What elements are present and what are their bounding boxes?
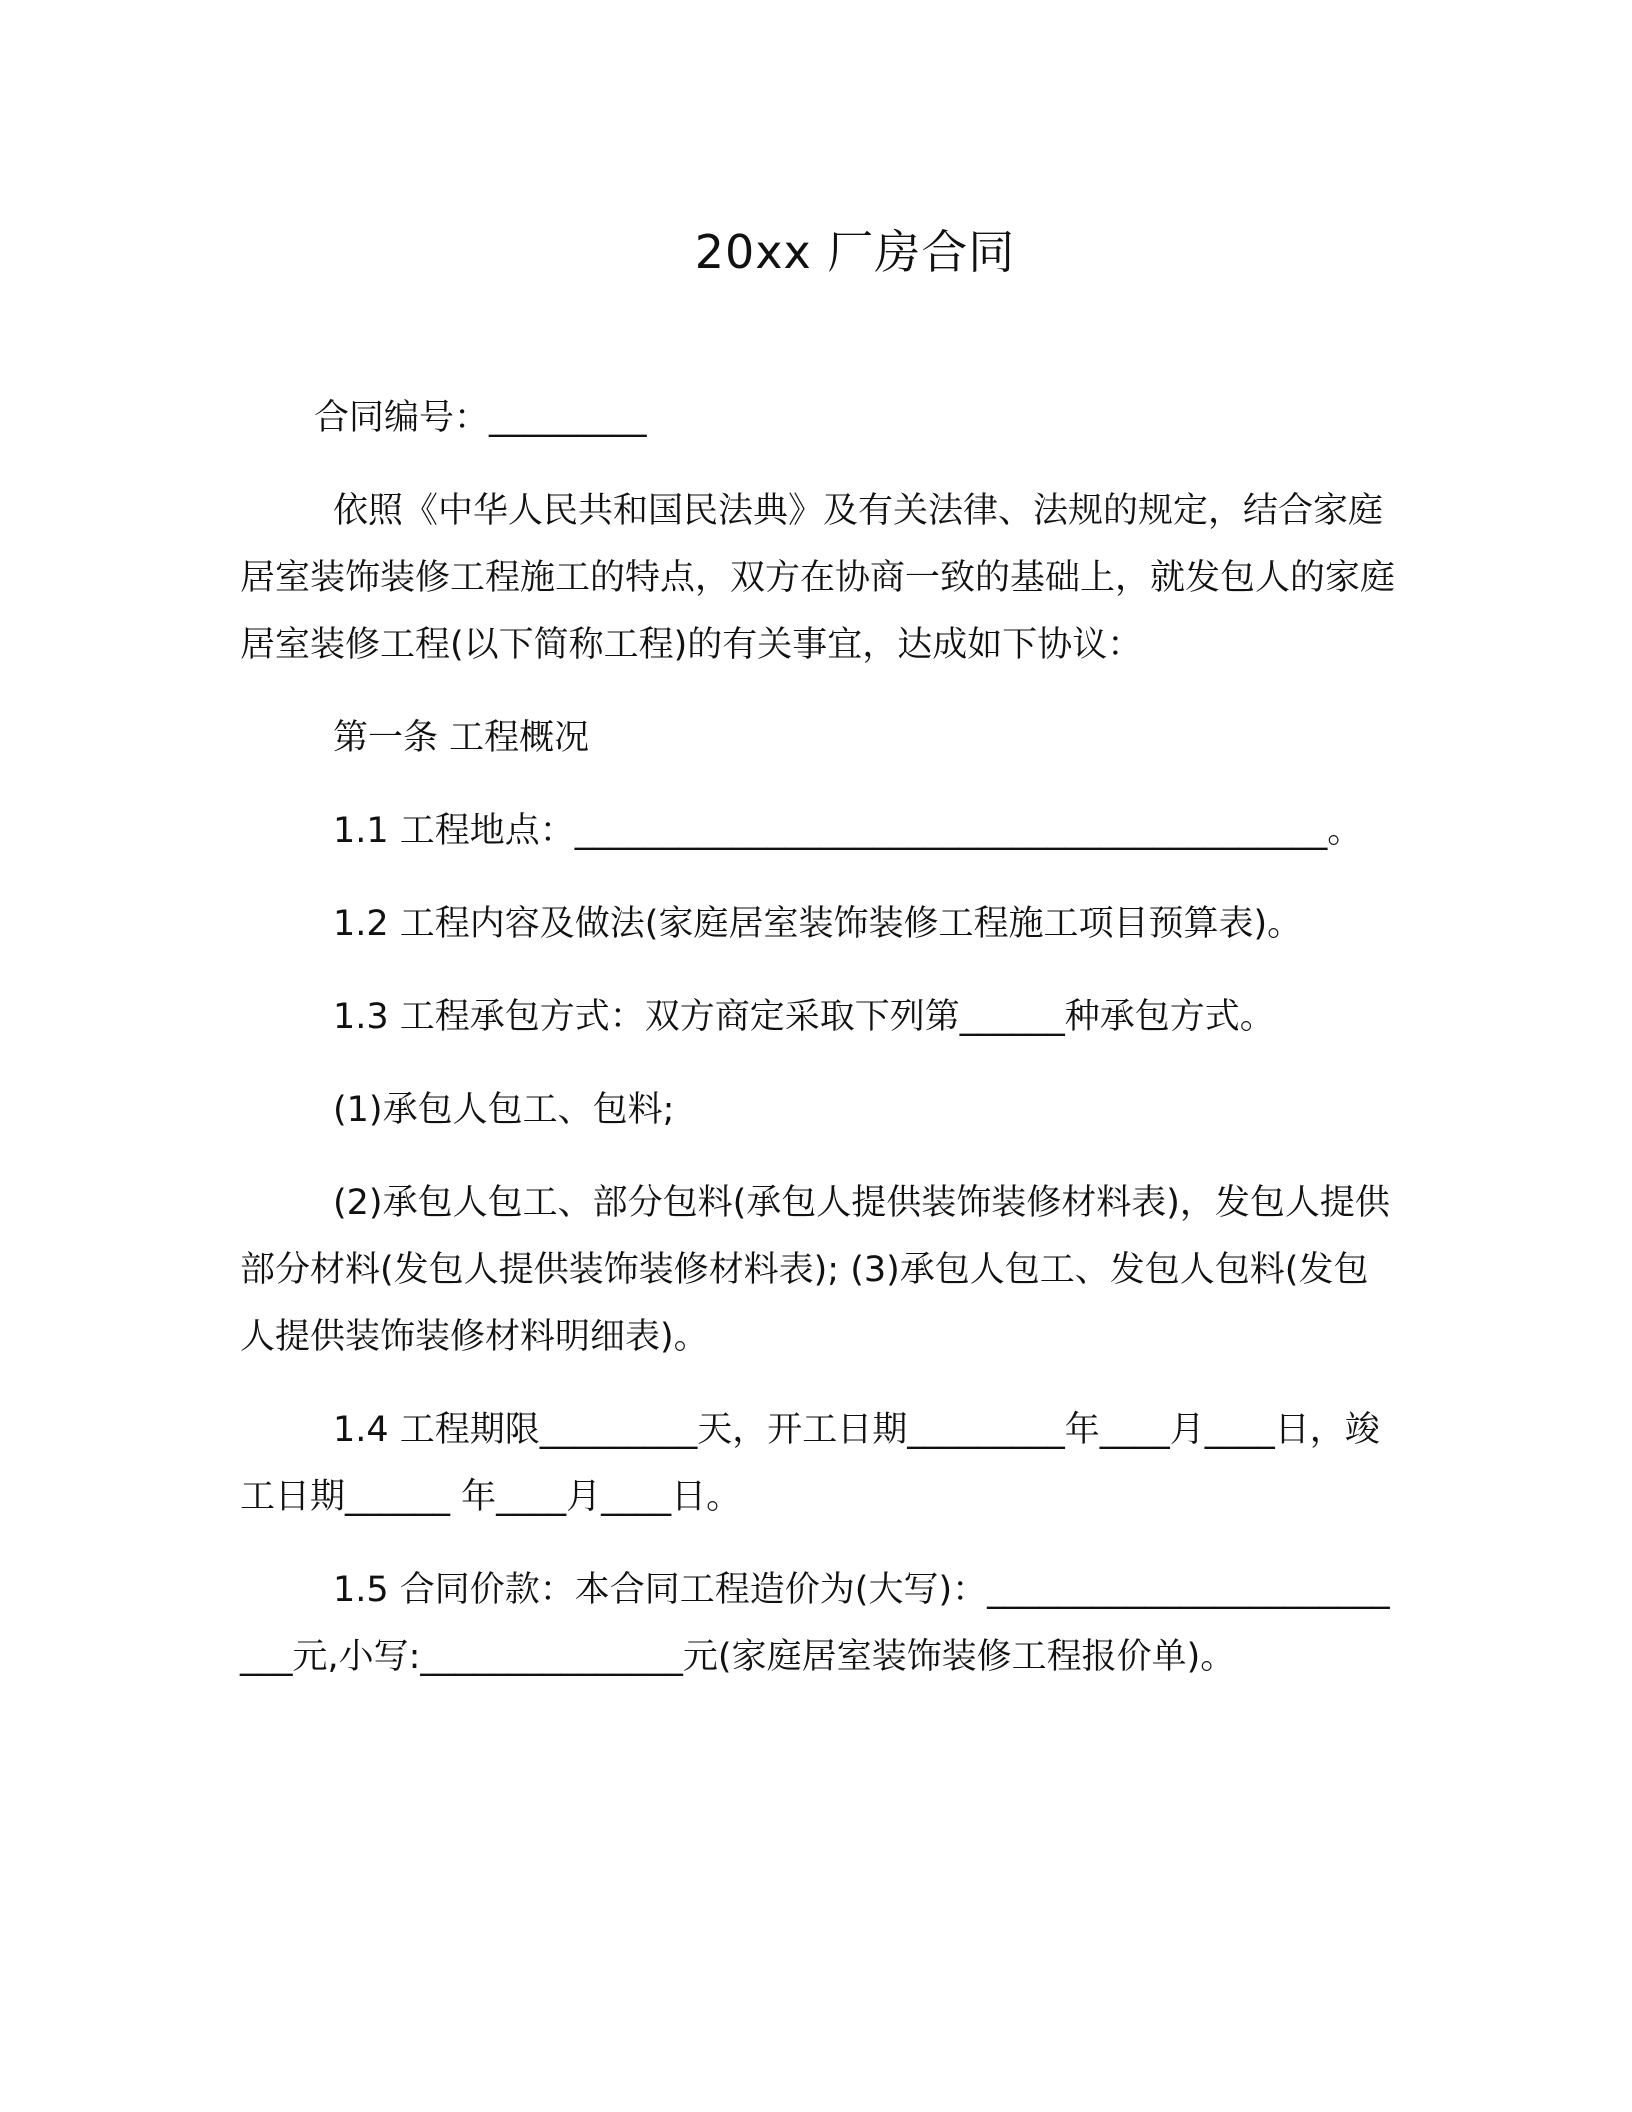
- item-1-1-site: 1.1 工程地点：___________________________________________。: [333, 811, 1363, 851]
- option-1: (1)承包人包工、包料;: [333, 1090, 675, 1130]
- item-1-4-duration: 1.4 工程期限_________天，开工日期_________年____月____日，竣工日期______ 年____月____日。: [240, 1410, 1380, 1517]
- preamble-paragraph: 依照《中华人民共和国民法典》及有关法律、法规的规定，结合家庭居室装饰装修工程施工的特点，双方在协商一致的基础上，就发包人的家庭居室装修工程(以下简称工程)的有关事宜，达成如下协议：: [240, 491, 1396, 665]
- document-title: 20xx 厂房合同: [694, 225, 1016, 279]
- document-body: [240, 385, 1400, 1691]
- item-1-3-contract-method: 1.3 工程承包方式：双方商定采取下列第______种承包方式。: [333, 997, 1275, 1037]
- item-1-5-price: 1.5 合同价款：本合同工程造价为(大写)：__________________________元,小写:_______________元(家庭居室装饰装修工程报价单)。: [240, 1570, 1390, 1677]
- item-1-2-content: 1.2 工程内容及做法(家庭居室装饰装修工程施工项目预算表)。: [333, 904, 1303, 944]
- contract-number-line: 合同编号：_________: [314, 398, 647, 438]
- article-1-heading: 第一条 工程概况: [333, 718, 590, 758]
- option-2-3: (2)承包人包工、部分包料(承包人提供装饰装修材料表)，发包人提供部分材料(发包人提供装饰装修材料表); (3)承包人包工、发包人包料(发包人提供装饰装修材料明细表)。: [240, 1183, 1390, 1357]
